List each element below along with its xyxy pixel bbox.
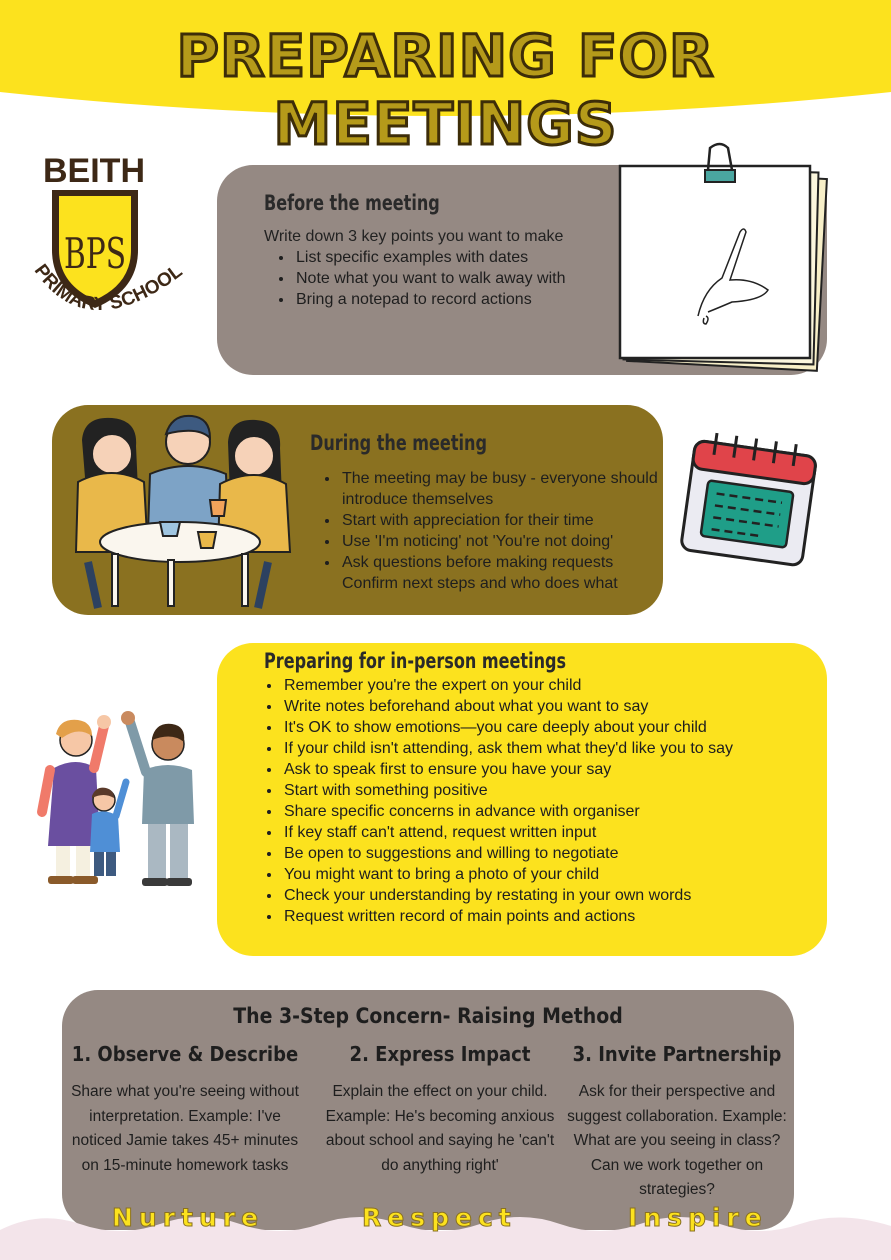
list-item: • Remember you're the expert on your child <box>282 675 837 696</box>
list-item: • You might want to bring a photo of your child <box>282 864 837 885</box>
step-impact <box>325 1042 555 1178</box>
before-intro: Write down 3 key points you want to make <box>264 228 564 245</box>
inperson-list <box>262 675 837 927</box>
step-body: Explain the effect on your child. Example: He's becoming anxious about school and saying he 'can't do anything right' <box>325 1083 555 1174</box>
list-item: • Use 'I'm noticing' not 'You're not doing' <box>340 531 660 552</box>
list-item: • Bring a notepad to record actions <box>294 289 624 310</box>
list-item: • Share specific concerns in advance with organiser <box>282 801 837 822</box>
list-item: • Ask to speak first to ensure you have your say <box>282 759 837 780</box>
value-inspire: Inspire <box>628 1203 768 1232</box>
list-item: • If key staff can't attend, request written input <box>282 822 837 843</box>
step-observe <box>70 1042 300 1178</box>
step-heading: 3. Invite Partnership <box>572 1042 782 1066</box>
list-item: • List specific examples with dates <box>294 247 624 268</box>
list-item: • The meeting may be busy - everyone should introduce themselves <box>340 468 660 510</box>
list-item: • Start with appreciation for their time <box>340 510 660 531</box>
logo-name-top: BEITH <box>43 152 145 190</box>
list-item: • Check your understanding by restating in your own words <box>282 885 837 906</box>
method-title: The 3-Step Concern- Raising Method <box>233 1004 623 1028</box>
during-heading: During the meeting <box>310 431 487 455</box>
step-heading: 2. Express Impact <box>349 1042 531 1066</box>
before-heading: Before the meeting <box>264 191 440 215</box>
during-list <box>320 468 660 594</box>
logo-monogram: BPS <box>64 229 126 278</box>
list-item: • Request written record of main points and actions <box>282 906 837 927</box>
step-body: Ask for their perspective and suggest collaboration. Example: What are you seeing in class? Can we work together on strategies? <box>567 1083 787 1198</box>
list-item: • Ask questions before making requests Confirm next steps and who does what <box>340 552 660 594</box>
list-item: • If your child isn't attending, ask them what they'd like you to say <box>282 738 837 759</box>
page-title: PREPARING FOR MEETINGS <box>176 22 715 158</box>
step-heading: 1. Observe & Describe <box>71 1042 299 1066</box>
family-waving-icon <box>26 708 202 890</box>
meeting-people-icon <box>68 412 293 610</box>
calendar-icon <box>676 430 820 570</box>
inperson-meeting-card <box>217 643 827 956</box>
logo-name-bottom: PRIMARY SCHOOL <box>29 260 187 316</box>
inperson-heading: Preparing for in-person meetings <box>264 649 567 673</box>
value-nurture: Nurture <box>112 1203 265 1232</box>
list-item: • Write notes beforehand about what you want to say <box>282 696 837 717</box>
notepad-icon <box>612 140 828 372</box>
step-body: Share what you're seeing without interpretation. Example: I've noticed Jamie takes 45+ minutes on 15-minute homework tasks <box>71 1083 299 1174</box>
value-respect: Respect <box>362 1203 517 1232</box>
step-partnership <box>562 1042 792 1203</box>
school-logo <box>28 150 198 340</box>
before-list <box>274 247 624 310</box>
list-item: • Start with something positive <box>282 780 837 801</box>
list-item: • Note what you want to walk away with <box>294 268 624 289</box>
list-item: • Be open to suggestions and willing to negotiate <box>282 843 837 864</box>
list-item: • It's OK to show emotions—you care deeply about your child <box>282 717 837 738</box>
concern-method-card <box>62 990 794 1230</box>
